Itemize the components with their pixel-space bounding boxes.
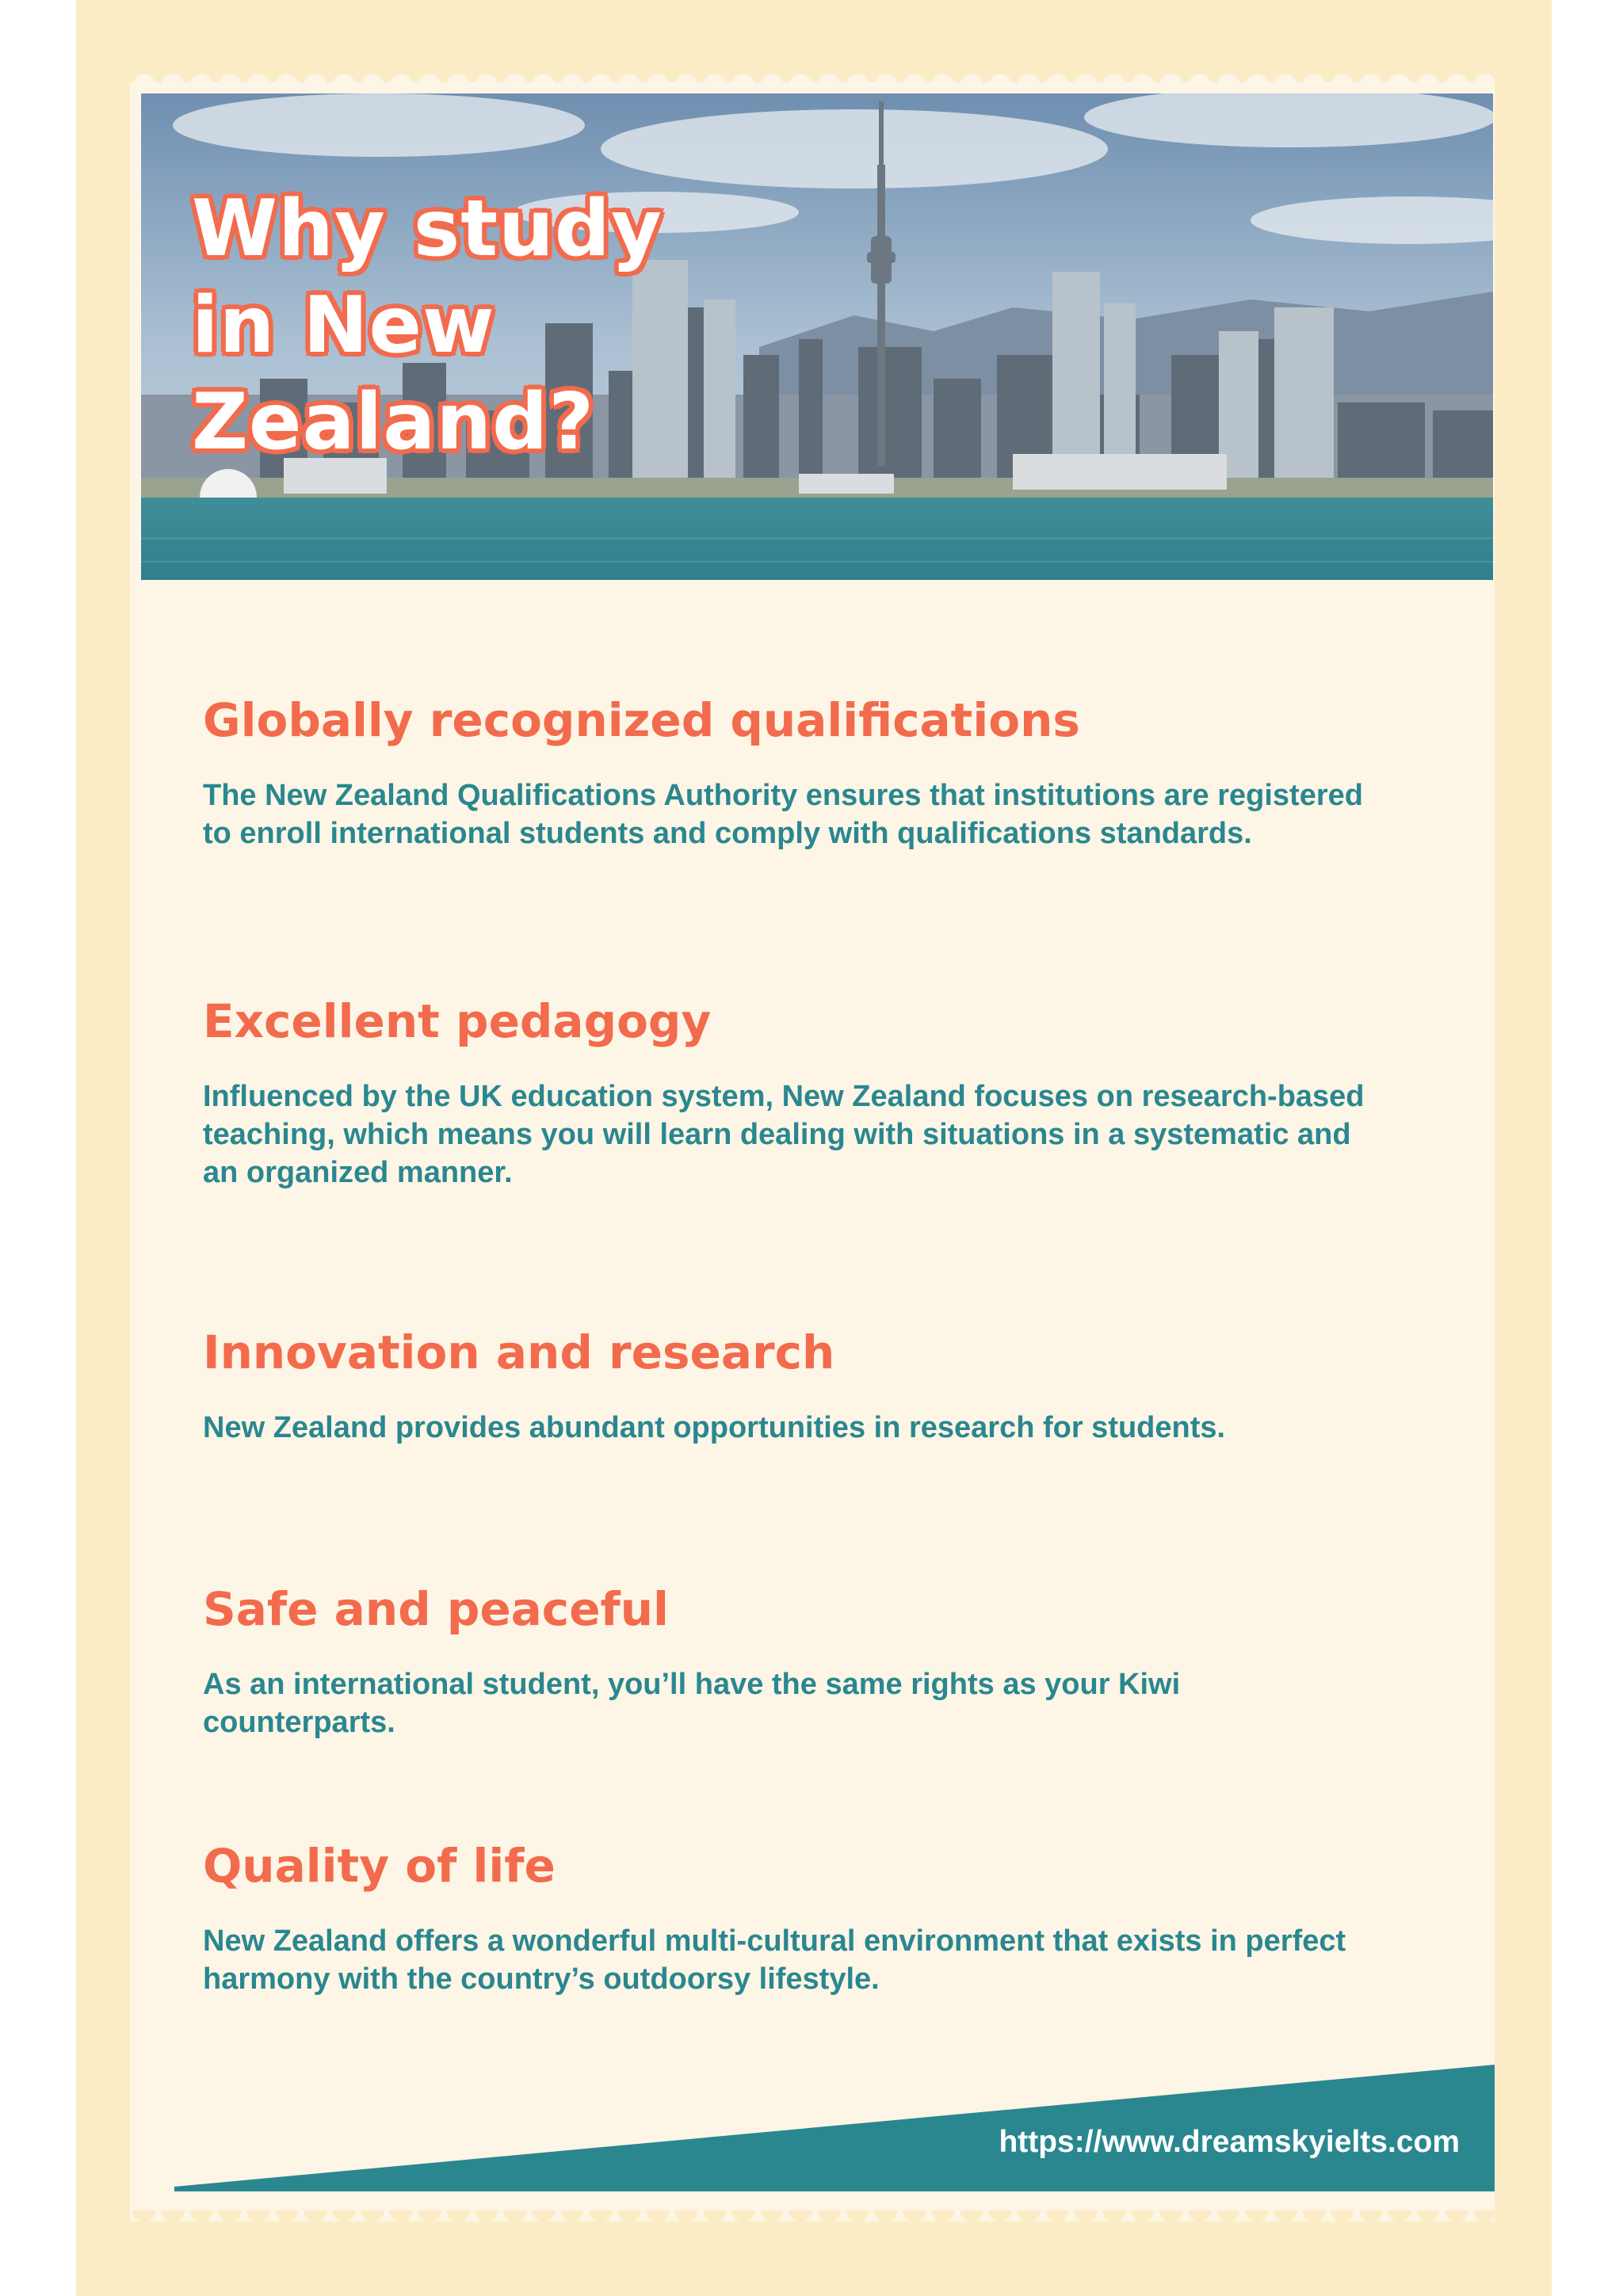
- section-innovation-research: [203, 1325, 1471, 1447]
- section-safe-peaceful: [203, 1581, 1471, 1741]
- section-body: New Zealand offers a wonderful multi-cultural environment that exists in perfect harmony with the country’s outdoorsy lifestyle.: [203, 1924, 1346, 1996]
- section-heading: Globally recognized qualifications: [203, 693, 1080, 747]
- section-heading: Excellent pedagogy: [203, 994, 712, 1048]
- section-body: New Zealand provides abundant opportunities in research for students.: [203, 1411, 1226, 1444]
- hero-title: Why study in New Zealand?: [192, 184, 663, 467]
- section-body: The New Zealand Qualifications Authority ensures that institutions are registered to enroll international students and comply with qualifications standards.: [203, 779, 1363, 850]
- scallop-edge-bottom: [130, 2210, 1495, 2228]
- section-globally-recognized: [203, 692, 1471, 852]
- section-heading: Quality of life: [203, 1839, 556, 1893]
- section-quality-of-life: [203, 1838, 1471, 1998]
- hero-banner: [141, 93, 1493, 580]
- footer-website-link[interactable]: https://www.dreamskyielts.com: [999, 2125, 1460, 2159]
- scallop-edge-top: [130, 68, 1495, 86]
- section-excellent-pedagogy: [203, 994, 1471, 1192]
- section-body: Influenced by the UK education system, New Zealand focuses on research-based teaching, which means you will learn dealing with situations in a systematic and an organized manner.: [203, 1080, 1365, 1189]
- section-heading: Innovation and research: [203, 1325, 835, 1379]
- section-heading: Safe and peaceful: [203, 1582, 669, 1636]
- section-body: As an international student, you’ll have the same rights as your Kiwi counterparts.: [203, 1668, 1181, 1739]
